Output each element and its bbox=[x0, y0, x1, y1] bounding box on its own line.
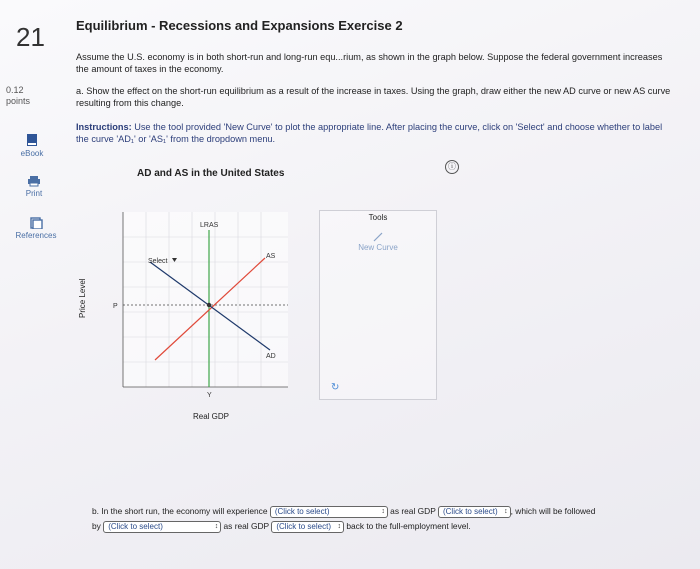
select-label[interactable]: Select bbox=[148, 258, 168, 265]
part-b-by: by bbox=[92, 521, 101, 532]
points-label: points bbox=[6, 96, 31, 106]
graph-title: AD and AS in the United States bbox=[137, 168, 285, 179]
info-icon[interactable]: ⓘ bbox=[445, 160, 459, 174]
select-gdp-direction-2[interactable]: (Click to select) ↕ bbox=[271, 521, 344, 533]
new-curve-tool[interactable] bbox=[342, 231, 414, 252]
line-tool-icon bbox=[371, 231, 385, 243]
new-curve-label: New Curve bbox=[358, 243, 398, 252]
question-title: Equilibrium - Recessions and Expansions Exercise 2 bbox=[76, 18, 403, 33]
lras-label: LRAS bbox=[200, 222, 219, 229]
points-value: 0.12 bbox=[6, 85, 24, 95]
select-economy-state[interactable]: (Click to select) ↕ bbox=[270, 506, 388, 518]
part-b-mid2: as real GDP bbox=[223, 521, 269, 532]
question-number: 21 bbox=[16, 22, 45, 52]
question-part-a: a. Show the effect on the short-run equilibrium as a result of the increase in taxes. Using the graph, draw either the new AD curve or new AS curve resulting from this change. bbox=[76, 86, 671, 108]
tools-label: Tools bbox=[368, 213, 388, 222]
y-label: Y bbox=[207, 392, 212, 399]
select-adjustment[interactable]: (Click to select) ↕ bbox=[103, 521, 221, 533]
part-b-line-2 bbox=[92, 521, 471, 533]
part-b-suffix1: , which will be followed bbox=[510, 506, 596, 517]
part-b-suffix2: back to the full-employment level. bbox=[346, 521, 471, 532]
ad-label: AD bbox=[266, 353, 276, 360]
part-b-mid1: as real GDP bbox=[390, 506, 436, 517]
part-b-prefix: b. In the short run, the economy will experience bbox=[92, 506, 268, 517]
x-axis-label: Real GDP bbox=[193, 412, 230, 421]
sidebar-item-label: Print bbox=[25, 189, 43, 198]
equilibrium-point bbox=[207, 303, 211, 307]
instructions-text: Use the tool provided 'New Curve' to plot the appropriate line. After placing the curve, click on 'Select' and choose whether to label the curve 'AD₁' or 'AS₁' from the dropdown menu. bbox=[76, 122, 663, 144]
reset-icon[interactable]: ↻ bbox=[331, 382, 340, 393]
sidebar-item-label: eBook bbox=[20, 149, 44, 158]
p-label: P bbox=[113, 303, 118, 310]
question-intro: Assume the U.S. economy is in both short-run and long-run equ...rium, as shown in the graph below. Suppose the federal government increases the amount of taxes in the economy. bbox=[76, 52, 663, 74]
instructions-label: Instructions: bbox=[76, 122, 132, 132]
sidebar-item-label: References bbox=[15, 231, 57, 240]
tools-panel bbox=[319, 210, 437, 400]
graph-plot-area[interactable] bbox=[123, 212, 288, 387]
part-b-line-1 bbox=[92, 506, 595, 518]
y-axis-label: Price Level bbox=[78, 278, 87, 318]
as-label: AS bbox=[266, 253, 276, 260]
select-gdp-direction-1[interactable]: (Click to select) ↕ bbox=[438, 506, 511, 518]
